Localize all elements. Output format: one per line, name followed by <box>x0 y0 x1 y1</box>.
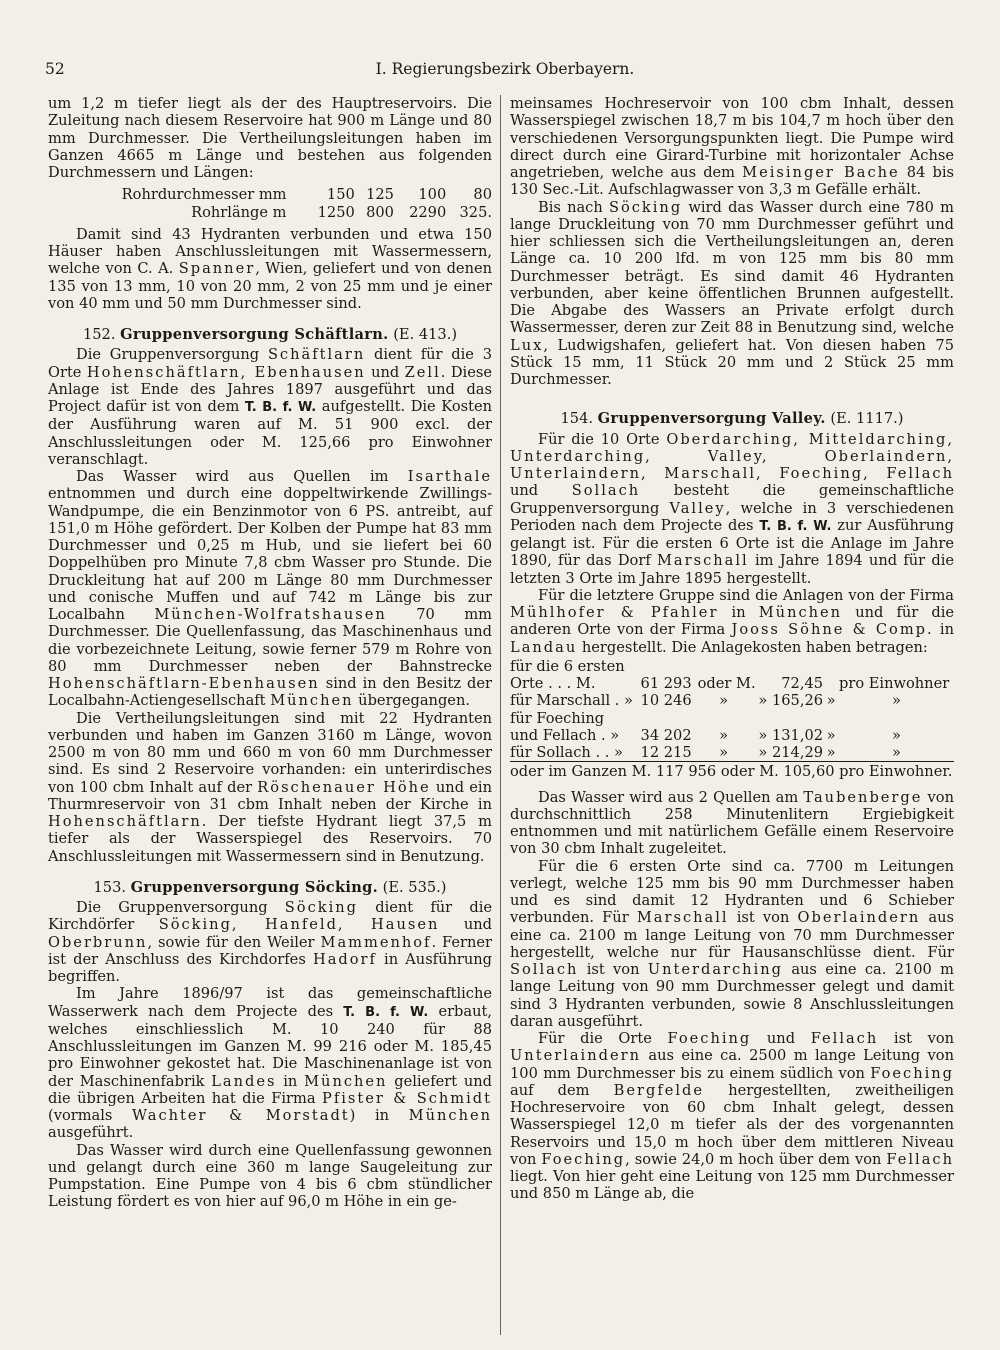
section-title: Gruppenversorgung Schäftlarn. <box>120 326 389 343</box>
table-cell: 325. <box>459 203 492 221</box>
spaced-name: Foeching <box>541 1150 626 1168</box>
table-cell: 1250 <box>317 203 355 221</box>
text-run: in <box>276 1072 305 1090</box>
table-cell: » <box>719 692 729 710</box>
table-cell <box>638 658 691 675</box>
text-run: Damit sind 43 Hydranten verbunden und etwa 150 Häuser haben Anschlussleitungen mit Wassermessern, welche von C. A. <box>48 225 492 278</box>
text-run: Für die 6 ersten Orte sind ca. 7700 m Leitungen verlegt, welche 125 mm bis 90 mm Durchmesser haben und es sind damit 12 Hydranten und 6 Schieber verbunden. Für <box>510 857 954 927</box>
spaced-name: Mammenhof <box>320 933 432 951</box>
spaced-name: Zell <box>404 363 441 381</box>
text-run: Für die letztere Gruppe sind die Anlagen von der Firma <box>538 586 954 604</box>
section-reference: (E. 535.) <box>382 878 447 896</box>
section-number: 153. <box>93 878 126 896</box>
table-cell: » <box>826 726 836 744</box>
section-reference: (E. 413.) <box>393 326 458 343</box>
table-row-label: für Marschall . » <box>510 692 633 710</box>
table-cell: 12 215 <box>640 744 692 761</box>
spaced-name: Söcking <box>608 198 683 216</box>
paragraph <box>510 95 954 199</box>
text-run: aufgestellt. Die Kosten der Ausführung waren auf M. 51 900 excl. der Anschlussleitungen oder M. 125,66 pro Einwohner veranschlagt. <box>48 398 492 468</box>
abbreviation: T. B. f. W. <box>343 1004 429 1020</box>
text-run: in <box>933 621 954 639</box>
table-cell: » <box>892 744 901 761</box>
text-run: , welche in 3 verschiedenen Perioden nach dem Projecte des <box>510 499 955 534</box>
text-run: , sowie für den Weiler <box>147 933 321 951</box>
text-run: und <box>439 916 492 934</box>
text-run: . Der tiefste Hydrant liegt 37,5 m tiefer als der Wasserspiegel des Reservoirs. 70 Anschlussleitungen mit Wassermessern sind in Benutzung. <box>48 813 492 865</box>
spaced-name: Unterdarching <box>647 961 783 978</box>
table-cell: oder M. <box>697 675 756 692</box>
section-number: 152. <box>82 326 116 343</box>
pipe-dimensions-table <box>48 186 492 221</box>
paragraph <box>48 985 492 1141</box>
spaced-name: Spanner <box>178 260 256 278</box>
text-run: übergegangen. <box>353 692 470 710</box>
spaced-name: Oberlaindern <box>797 909 921 927</box>
paragraph <box>48 899 492 985</box>
text-run: hergestellten, zweitheiligen Hochreservoire von 60 cbm Inhalt gelegt, dessen Wasserspiegel 12,0 m tiefer als der des vorgenannten Reservoirs und 15,0 m hoch über dem mittleren Niveau von <box>510 1081 954 1168</box>
column-divider <box>500 95 501 1335</box>
paragraph <box>48 226 492 312</box>
spaced-name: Oberbrunn <box>48 933 148 951</box>
text-run: geliefert und die übrigen Arbeiten hat die Firma <box>48 1072 492 1107</box>
section-title: Gruppenversorgung Valley. <box>597 410 826 428</box>
spaced-name: München <box>408 1107 493 1124</box>
cost-table <box>510 658 954 762</box>
table-cell <box>692 658 756 675</box>
section-heading-153 <box>48 879 492 896</box>
text-run: meinsames Hochreservoir von 100 cbm Inhalt, dessen Wasserspiegel zwischen 18,7 m bis 104,7 m hoch über den verschiedenen Versorgungspunkten liegt. Die Pumpe wird direct durch eine Girard-Turbine mit horizontaler Achse angetrieben, welche aus dem <box>510 95 954 181</box>
spaced-name: Foeching <box>870 1064 954 1082</box>
spaced-name: Valley <box>669 499 726 517</box>
table-row <box>48 204 492 221</box>
text-run: liegt. Von hier geht eine Leitung von 125 mm Durchmesser und 850 m Länge ab, die <box>510 1168 954 1203</box>
text-run: dient für die Kirchdörfer <box>48 899 492 934</box>
spaced-name: Meisinger Bache <box>742 164 900 181</box>
text-run: Die Vertheilungsleitungen sind mit 22 Hydranten verbunden und haben im Ganzen 3160 m Länge, wovon 2500 m von 80 mm und 660 m von 60 mm Durchmesser sind. Es sind 2 Reservoire vorhanden: ein unterirdisches von 100 cbm Inhalt auf der <box>48 709 492 796</box>
text-run: besteht die gemeinschaftliche Gruppenversorgung <box>510 482 955 517</box>
spaced-name: Sollach <box>571 482 641 500</box>
table-cell <box>823 710 839 727</box>
spaced-name: Unterlaindern <box>510 1047 641 1065</box>
spaced-name: Landes <box>211 1072 277 1090</box>
spaced-name: Taubenberge <box>803 788 923 806</box>
text-run: Die Gruppenversorgung <box>76 899 285 916</box>
text-run: , Ludwigshafen, geliefert hat. Von diesen haben 75 Stück 15 mm, 11 Stück 20 mm und 2 Stück 25 mm Durchmesser. <box>510 336 954 388</box>
table-cell <box>756 658 823 675</box>
table-cell: 2290 <box>409 203 447 221</box>
spaced-name: Bergfelde <box>613 1081 705 1099</box>
table-cell: » <box>892 692 901 710</box>
spaced-name: Röschenauer Höhe <box>257 778 431 796</box>
paragraph <box>510 1030 954 1203</box>
spaced-name: Schäftlarn <box>267 346 366 364</box>
text-run: aus eine ca. 2100 m lange Leitung von 70 mm Durchmesser hergestellt, welche nur für Hausanschlüsse dient. Für <box>510 909 955 961</box>
text-run: in <box>718 604 759 621</box>
text-run: , sowie 24,0 m hoch über dem von <box>625 1150 887 1168</box>
text-run: von durchschnittlich 258 Minutenlitern Ergiebigkeit entnommen und mit natürlichem Gefälle einem Reservoire von 30 cbm Inhalt zugeleitet. <box>510 788 954 858</box>
spaced-name: Mühlhofer & Pfahler <box>510 604 719 621</box>
text-run: aus eine ca. 2500 m lange Leitung von 100 mm Durchmesser bis zu einem südlich von <box>510 1047 954 1082</box>
spaced-name: München <box>270 692 354 710</box>
spaced-name: Foeching <box>667 1030 752 1047</box>
text-run: Für die Orte <box>538 1030 668 1047</box>
spaced-name: Wachter & Morstadt <box>132 1107 350 1124</box>
text-run: Im Jahre 1896/97 ist das gemeinschaftliche Wasserwerk nach dem Projecte des <box>48 985 492 1020</box>
table-row-label: Orte . . . M. <box>510 675 596 692</box>
table-cell <box>823 675 839 692</box>
spaced-name: Pfister & Schmidt <box>322 1089 492 1107</box>
text-run: , Wien, geliefert und von denen 135 von 13 mm, 10 von 20 mm, 2 von 25 mm und je einer von 40 mm und 50 mm Durchmesser sind. <box>48 260 493 312</box>
text-run: Das Wasser wird aus 2 Quellen am <box>538 788 804 806</box>
table-row <box>48 186 492 203</box>
table-row <box>510 710 954 727</box>
table-row-label: für Foeching <box>510 709 605 727</box>
text-run: und <box>510 482 572 500</box>
text-run: sind in den Besitz der Localbahn-Actiengesellschaft <box>48 675 492 710</box>
spaced-name: Sollach <box>510 961 579 978</box>
text-run: hergestellt. Die Anlagekosten haben betragen: <box>577 638 928 656</box>
spaced-name: Marschall <box>636 909 729 927</box>
spaced-name: Lux <box>510 336 544 354</box>
table-cell: 34 202 <box>640 726 692 744</box>
text-run: . Ferner ist der Anschluss des Kirchdorfes <box>48 933 493 968</box>
spaced-name: Jooss Söhne & Comp. <box>731 621 934 639</box>
running-title: I. Regierungsbezirk Oberbayern. <box>375 60 635 78</box>
spaced-name: Söcking <box>284 899 359 916</box>
table-cell: » <box>826 692 836 710</box>
table-row-label: und Fellach . » <box>510 726 620 744</box>
text-run: zur Ausführung gelangt ist. Für die ersten 6 Orte ist die Anlage im Jahre 1890, für das Dorf <box>510 516 954 570</box>
spaced-name: München <box>304 1072 388 1090</box>
text-run: Das Wasser wird aus Quellen im <box>76 468 408 485</box>
spaced-name: Fellach <box>886 1150 954 1168</box>
table-cell: 10 246 <box>640 692 692 710</box>
table-cell: 100 <box>418 186 447 204</box>
table-cell: » 131,02 <box>758 726 824 744</box>
spaced-name: Hohenschäftlarn <box>48 813 202 830</box>
text-run: und <box>751 1030 811 1047</box>
table-cell: » <box>892 726 901 744</box>
paragraph <box>510 587 954 656</box>
text-run: ausgeführt. <box>48 1124 134 1142</box>
text-run: (vormals <box>48 1107 133 1124</box>
text-run: Die Gruppenversorgung <box>76 346 268 364</box>
text-run: Bis nach <box>538 198 609 216</box>
text-run: Für die 10 Orte <box>538 430 667 448</box>
table-cell: 61 293 <box>640 675 692 692</box>
paragraph <box>510 858 954 1031</box>
table-row-label: Rohrlänge m <box>191 203 287 221</box>
table-cell: » <box>719 726 729 744</box>
text-run: und <box>365 363 405 381</box>
table-cell: » 165,26 <box>758 692 824 710</box>
table-cell: » <box>719 744 729 761</box>
spaced-name: München-Wolfratshausen <box>154 606 387 623</box>
table-row-label: für Sollach . . » <box>510 744 623 761</box>
page-header <box>45 60 965 86</box>
text-run: aus eine ca. 2100 m lange Leitung von 90 mm Durchmesser gelegt und damit sind 3 Hydranten verbunden, sowie 8 Anschlussleitungen daran ausgeführt. <box>510 961 954 1030</box>
text-run: 84 bis 130 Sec.-Lit. Aufschlagwasser von 3,3 m Gefälle erhält. <box>510 164 954 199</box>
table-cell <box>692 710 756 727</box>
table-cell: 150 <box>326 186 355 204</box>
text-run: erbaut, welches einschliesslich M. 10 240 für 88 Anschlussleitungen im Ganzen M. 99 216 oder M. 185,45 pro Einwohner gekostet hat. Die Maschinenanlage ist von der Maschinenfabrik <box>48 1002 493 1090</box>
section-reference: (E. 1117.) <box>830 410 904 428</box>
spaced-name: Hadorf <box>312 950 377 968</box>
paragraph <box>510 199 954 389</box>
abbreviation: T. B. f. W. <box>759 518 832 534</box>
table-cell <box>839 710 954 727</box>
table-cell <box>756 710 823 727</box>
table-row <box>510 692 954 709</box>
spaced-name: Hohenschäftlarn, Ebenhausen <box>86 363 366 381</box>
table-cell <box>839 658 954 675</box>
page-number: 52 <box>45 60 65 78</box>
paragraph <box>510 789 954 858</box>
table-cell: 800 <box>366 203 394 221</box>
section-heading-152 <box>48 326 492 343</box>
spaced-name: Marschall <box>656 552 749 570</box>
paragraph: um 1,2 m tiefer liegt als der des Hauptreservoirs. Die Zuleitung nach diesem Reservoire hat 900 m Länge und 80 mm Durchmesser. Die Vertheilungsleitungen haben im Ganzen 4665 m Länge und bestehen aus folgenden Durchmessern und Längen: <box>48 95 492 181</box>
text-run: und ein Thurmreservoir von 31 cbm Inhalt neben der Kirche in <box>48 778 492 813</box>
table-row-label: für die 6 ersten <box>510 657 625 675</box>
paragraph <box>48 346 492 468</box>
table-row <box>510 727 954 744</box>
text-run: und für die anderen Orte von der Firma <box>510 604 954 639</box>
abbreviation: T. B. f. W. <box>244 400 317 415</box>
text-run: ) in <box>349 1107 409 1124</box>
paragraph <box>510 431 954 587</box>
text-run: dient für die 3 Orte <box>48 346 492 381</box>
paragraph <box>48 710 492 865</box>
table-row <box>510 675 954 692</box>
table-cell <box>823 658 839 675</box>
paragraph: Das Wasser wird durch eine Quellenfassung gewonnen und gelangt durch eine 360 m lange Saugeleitung zur Pumpstation. Eine Pumpe von 4 bis 6 cbm stündlicher Leistung fördert es von hier auf 96,0 m Höhe in ein ge- <box>48 1141 492 1211</box>
left-column <box>48 95 492 1211</box>
text-run: entnommen und durch eine doppeltwirkende Zwillings-Wandpumpe, die ein Benzinmotor von 6 PS. antreibt, auf 151,0 m Höhe gefördert. Der Kolben der Pumpe hat 83 mm Durchmesser und 0,25 m Hub, und sie liefert bei 60 Doppelhüben pro Minute 7,8 cbm Wasser pro Stunde. Die Druckleitung hat auf 200 m Länge 80 mm Durchmesser und conische Muffen und auf 742 m Länge bis zur Localbahn <box>48 485 492 623</box>
table-row-label: Rohrdurchmesser mm <box>121 186 287 204</box>
spaced-name: Hohenschäftlarn-Ebenhausen <box>48 675 320 692</box>
right-column <box>510 95 954 1203</box>
spaced-name: Söcking, Hanfeld, Hausen <box>158 916 440 934</box>
section-number: 154. <box>560 410 594 428</box>
text-run: 70 mm Durchmesser. Die Quellenfassung, das Maschinenhaus und die vorbezeichnete Leitung, sowie ferner 579 m Rohre von 80 mm Durchmesser neben der Bahnstrecke <box>48 606 492 675</box>
text-run: ist von <box>728 909 798 927</box>
table-row <box>510 744 954 761</box>
spaced-name: Landau <box>510 638 578 656</box>
table-cell: pro Einwohner <box>839 675 950 692</box>
section-heading-154 <box>510 410 954 427</box>
spaced-name: Oberdarching, Mitteldarching, Unterdarching, Valley, Oberlaindern, Unterlaindern, Marschall, Foeching, Fellach <box>510 430 954 482</box>
table-cell: » <box>826 744 836 761</box>
cost-total: oder im Ganzen M. 117 956 oder M. 105,60 pro Einwohner. <box>510 763 953 781</box>
spaced-name: Fellach <box>810 1030 879 1047</box>
table-cell: 125 <box>366 186 394 204</box>
table-row <box>510 658 954 675</box>
text-run: . Diese Anlage ist Ende des Jahres 1897 ausgeführt und das Project dafür ist von dem <box>48 363 492 415</box>
text-run: in Ausführung begriffen. <box>48 950 493 985</box>
text-run: im Jahre 1894 und für die letzten 3 Orte im Jahre 1895 hergestellt. <box>510 552 955 587</box>
text-run: auf dem <box>510 1081 614 1099</box>
table-cell: 80 <box>473 186 492 204</box>
table-cell: 72,45 <box>781 675 824 692</box>
spaced-name: Isarthale <box>407 468 492 485</box>
text-run: ist von <box>578 961 648 978</box>
section-title: Gruppenversorgung Söcking. <box>130 878 379 896</box>
text-run: wird das Wasser durch eine 780 m lange Druckleitung von 70 mm Durchmesser geführt und hier schliessen sich die Vertheilungsleitungen an, deren Länge ca. 10 200 lfd. m von 125 mm bis 80 mm Durchmesser beträgt. Es sind damit 46 Hydranten verbunden, aber keine öffentlichen Brunnen aufgestellt. Die Abgabe des Wassers an Private erfolgt durch Wassermesser, deren zur Zeit 88 in Benutzung sind, welche <box>510 198 954 337</box>
paragraph <box>48 468 492 710</box>
spaced-name: München <box>758 604 843 621</box>
text-run: ist von <box>878 1030 954 1047</box>
table-cell <box>638 710 691 727</box>
table-cell: » 214,29 <box>758 744 824 761</box>
